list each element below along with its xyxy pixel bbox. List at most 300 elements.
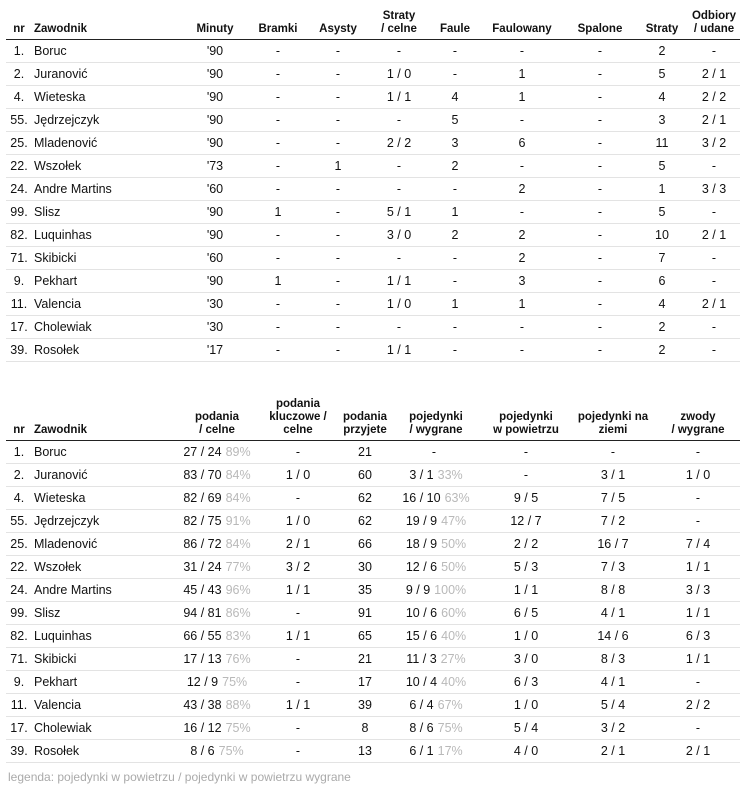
table-cell: 1 / 0 <box>368 293 430 316</box>
value: 15 / 6 <box>405 629 438 643</box>
table-cell <box>178 487 256 510</box>
table-cell: - <box>248 109 308 132</box>
value: 17 / 13 <box>183 652 222 666</box>
table-cell: '90 <box>182 132 248 155</box>
table-cell: - <box>368 109 430 132</box>
table-cell: - <box>430 316 480 339</box>
table-cell: - <box>248 63 308 86</box>
table-cell: '60 <box>182 178 248 201</box>
table-cell: - <box>564 155 636 178</box>
table-cell: - <box>482 441 570 464</box>
table-cell <box>178 510 256 533</box>
table-cell <box>178 579 256 602</box>
table-row <box>6 201 740 224</box>
value: 16 / 10 <box>402 491 441 505</box>
table-cell: - <box>656 671 740 694</box>
value: 8 / 6 <box>409 721 434 735</box>
player-name: Wszołek <box>32 155 182 178</box>
table-row <box>6 602 740 625</box>
table-row <box>6 487 740 510</box>
player-name: Rosołek <box>32 740 178 763</box>
value: 10 / 4 <box>405 675 438 689</box>
table-cell: 3 <box>480 270 564 293</box>
table-cell: 1. <box>6 441 32 464</box>
table-cell: 55. <box>6 109 32 132</box>
table-cell: - <box>564 224 636 247</box>
table-cell: 4 / 1 <box>570 602 656 625</box>
value: 6 / 1 <box>409 744 434 758</box>
table-row <box>6 717 740 740</box>
table-cell: 39 <box>340 694 390 717</box>
table-cell: 2 <box>430 155 480 178</box>
table-cell: 65 <box>340 625 390 648</box>
column-header: pojedynki na ziemi <box>570 397 656 441</box>
table-cell: 2 / 1 <box>688 63 740 86</box>
table-cell: - <box>564 132 636 155</box>
table-cell <box>390 671 482 694</box>
player-name: Mladenović <box>32 132 182 155</box>
table-cell: 71. <box>6 247 32 270</box>
table-cell <box>390 648 482 671</box>
table-cell: 6 / 3 <box>656 625 740 648</box>
table-cell: 25. <box>6 132 32 155</box>
table-cell: 5 / 4 <box>570 694 656 717</box>
table-row <box>6 155 740 178</box>
player-name: Juranović <box>32 464 178 487</box>
table-cell: - <box>480 109 564 132</box>
table-cell <box>178 740 256 763</box>
column-header: podania / celne <box>178 397 256 441</box>
table-row <box>6 178 740 201</box>
table-cell: 3 / 2 <box>688 132 740 155</box>
value: 94 / 81 <box>183 606 222 620</box>
table-cell: 7 / 5 <box>570 487 656 510</box>
table-cell: '60 <box>182 247 248 270</box>
table-cell: 2 <box>636 316 688 339</box>
table-cell: 2 <box>430 224 480 247</box>
table-cell: 9 / 5 <box>482 487 570 510</box>
table-cell: 3 / 3 <box>656 579 740 602</box>
player-name: Pekhart <box>32 270 182 293</box>
value: 3 / 1 <box>409 468 434 482</box>
table-cell: 2 <box>636 40 688 63</box>
table-cell: - <box>430 63 480 86</box>
table-cell: - <box>564 270 636 293</box>
column-header: Zawodnik <box>32 397 178 441</box>
table-cell: 12 / 7 <box>482 510 570 533</box>
table-cell: - <box>248 247 308 270</box>
percentage: 88% <box>225 698 251 712</box>
table-cell: 5 / 4 <box>482 717 570 740</box>
player-name: Luquinhas <box>32 224 182 247</box>
table-cell: - <box>368 40 430 63</box>
table-cell: 10 <box>636 224 688 247</box>
percentage: 40% <box>441 629 467 643</box>
table-cell: 2. <box>6 63 32 86</box>
table-cell <box>390 510 482 533</box>
table-row <box>6 648 740 671</box>
table-cell: 9. <box>6 270 32 293</box>
table-cell: 3 / 1 <box>570 464 656 487</box>
table-cell: 1 <box>480 86 564 109</box>
table-cell: 6 / 3 <box>482 671 570 694</box>
table-cell: 24. <box>6 579 32 602</box>
value: 27 / 24 <box>183 445 222 459</box>
column-header: Zawodnik <box>32 2 182 40</box>
table-cell: - <box>656 717 740 740</box>
table-cell: - <box>564 293 636 316</box>
player-name: Mladenović <box>32 533 178 556</box>
table-cell: 1 <box>308 155 368 178</box>
table-cell: 1 / 1 <box>656 556 740 579</box>
value: 45 / 43 <box>183 583 222 597</box>
table-cell: 3 / 2 <box>570 717 656 740</box>
value: 8 / 6 <box>190 744 215 758</box>
player-name: Cholewiak <box>32 316 182 339</box>
percentage: 67% <box>437 698 463 712</box>
table-cell: 2 / 1 <box>656 740 740 763</box>
table-cell: - <box>308 109 368 132</box>
table-cell: 2 <box>636 339 688 362</box>
player-name: Andre Martins <box>32 579 178 602</box>
table-cell: - <box>480 155 564 178</box>
percentage: 84% <box>225 537 251 551</box>
table-cell: - <box>308 293 368 316</box>
percentage: 89% <box>225 445 251 459</box>
table-cell: - <box>430 178 480 201</box>
value: 19 / 9 <box>405 514 438 528</box>
table-cell <box>178 556 256 579</box>
player-name: Slisz <box>32 201 182 224</box>
table-cell <box>390 487 482 510</box>
percentage: 83% <box>225 629 251 643</box>
table-row <box>6 533 740 556</box>
column-header: Spalone <box>564 2 636 40</box>
percentage: 40% <box>441 675 467 689</box>
percentage: 17% <box>437 744 463 758</box>
table-cell: 21 <box>340 648 390 671</box>
table-cell: 5 <box>636 63 688 86</box>
table-cell: - <box>430 339 480 362</box>
table-cell: - <box>430 270 480 293</box>
table-row <box>6 247 740 270</box>
table-cell: 4 / 1 <box>570 671 656 694</box>
table-cell: - <box>256 717 340 740</box>
table-row <box>6 671 740 694</box>
table-cell: 16 / 7 <box>570 533 656 556</box>
table-cell: 5 / 1 <box>368 201 430 224</box>
stats-table-general <box>6 2 740 362</box>
player-name: Boruc <box>32 40 182 63</box>
table-cell <box>178 671 256 694</box>
column-header: Minuty <box>182 2 248 40</box>
table-cell: - <box>564 201 636 224</box>
table-cell: 17 <box>340 671 390 694</box>
table-cell: - <box>308 201 368 224</box>
table-cell: - <box>480 40 564 63</box>
value: 31 / 24 <box>183 560 222 574</box>
table-cell: 5 <box>636 201 688 224</box>
percentage: 33% <box>437 468 463 482</box>
table-cell: 1 / 1 <box>368 86 430 109</box>
value: 18 / 9 <box>405 537 438 551</box>
table-cell: 13 <box>340 740 390 763</box>
table-cell: 4. <box>6 86 32 109</box>
table-cell: - <box>688 339 740 362</box>
table-cell: 2 / 1 <box>570 740 656 763</box>
table-cell: - <box>564 63 636 86</box>
table-cell: 3 / 0 <box>482 648 570 671</box>
percentage: 75% <box>225 721 251 735</box>
table-cell: 1. <box>6 40 32 63</box>
table-cell: '30 <box>182 316 248 339</box>
column-header: pojedynki / wygrane <box>390 397 482 441</box>
table-cell: 1 / 1 <box>656 648 740 671</box>
column-header: nr <box>6 397 32 441</box>
table-row <box>6 579 740 602</box>
column-header: pojedynki w powietrzu <box>482 397 570 441</box>
table-cell <box>178 694 256 717</box>
table-cell: 66 <box>340 533 390 556</box>
player-name: Valencia <box>32 293 182 316</box>
table-cell <box>178 602 256 625</box>
legend-note: legenda: pojedynki w powietrzu / pojedynki w powietrzu wygrane <box>8 770 351 784</box>
table-cell: 30 <box>340 556 390 579</box>
table-cell: - <box>256 740 340 763</box>
table-cell: 55. <box>6 510 32 533</box>
column-header: Faulowany <box>480 2 564 40</box>
table-cell: 60 <box>340 464 390 487</box>
table-cell: 1 <box>480 293 564 316</box>
table-cell: 6 / 5 <box>482 602 570 625</box>
table-cell: 2. <box>6 464 32 487</box>
table-cell: 1 / 0 <box>368 63 430 86</box>
table-cell: 11 <box>636 132 688 155</box>
table-row <box>6 270 740 293</box>
table-cell: 2 / 2 <box>656 694 740 717</box>
player-name: Pekhart <box>32 671 178 694</box>
table-row <box>6 132 740 155</box>
percentage: 75% <box>222 675 248 689</box>
table-cell: 1 / 0 <box>482 625 570 648</box>
table-cell: - <box>248 155 308 178</box>
table-cell: 5 <box>636 155 688 178</box>
table-cell: 1 / 1 <box>256 694 340 717</box>
table-cell <box>390 579 482 602</box>
table-cell: 35 <box>340 579 390 602</box>
percentage: 60% <box>441 606 467 620</box>
table-cell: 82. <box>6 224 32 247</box>
table-row <box>6 40 740 63</box>
table-cell: 2 / 1 <box>688 293 740 316</box>
value: 82 / 69 <box>183 491 222 505</box>
percentage: 50% <box>441 560 467 574</box>
table-cell: - <box>564 316 636 339</box>
table-row <box>6 740 740 763</box>
table-cell: 7 <box>636 247 688 270</box>
table-cell: '90 <box>182 201 248 224</box>
table-cell: 1 / 0 <box>256 510 340 533</box>
table-cell: 62 <box>340 487 390 510</box>
player-name: Wieteska <box>32 86 182 109</box>
table-cell: 11. <box>6 694 32 717</box>
player-name: Cholewiak <box>32 717 178 740</box>
table-cell: - <box>248 293 308 316</box>
table-cell: 3 / 3 <box>688 178 740 201</box>
table-cell: 3 / 2 <box>256 556 340 579</box>
table-cell: - <box>256 441 340 464</box>
table-cell: '90 <box>182 270 248 293</box>
player-name: Skibicki <box>32 247 182 270</box>
percentage: 47% <box>441 514 467 528</box>
table-cell <box>390 602 482 625</box>
table-cell: 4 / 0 <box>482 740 570 763</box>
table-cell: 2 / 2 <box>368 132 430 155</box>
table-cell: 99. <box>6 201 32 224</box>
table-row <box>6 63 740 86</box>
table-cell: - <box>656 487 740 510</box>
percentage: 27% <box>440 652 466 666</box>
table-cell: '73 <box>182 155 248 178</box>
table-cell: 2 / 1 <box>688 109 740 132</box>
value: - <box>431 445 437 459</box>
table-cell: 62 <box>340 510 390 533</box>
column-header: Straty <box>636 2 688 40</box>
table-cell: - <box>308 63 368 86</box>
table-cell: - <box>570 441 656 464</box>
table-row <box>6 625 740 648</box>
table-cell: 1 <box>636 178 688 201</box>
table-cell: 22. <box>6 556 32 579</box>
table-cell: 6 <box>480 132 564 155</box>
table-cell: 1 <box>248 201 308 224</box>
table-cell: - <box>368 316 430 339</box>
table-cell: 24. <box>6 178 32 201</box>
player-name: Skibicki <box>32 648 178 671</box>
table-cell: 4. <box>6 487 32 510</box>
table-cell: 1 / 1 <box>368 339 430 362</box>
table-cell <box>178 648 256 671</box>
table-cell: - <box>688 40 740 63</box>
table-cell: - <box>480 339 564 362</box>
table-cell: 99. <box>6 602 32 625</box>
table-cell: - <box>688 155 740 178</box>
table-cell: 1 / 1 <box>368 270 430 293</box>
table-cell <box>178 717 256 740</box>
percentage: 76% <box>225 652 251 666</box>
table-cell <box>390 694 482 717</box>
table-cell: 6 <box>636 270 688 293</box>
table-cell: - <box>430 40 480 63</box>
table-cell <box>390 441 482 464</box>
table-cell: - <box>256 671 340 694</box>
table-cell: - <box>482 464 570 487</box>
table-cell: - <box>248 224 308 247</box>
table-cell: 1 <box>430 293 480 316</box>
column-header: podania kluczowe / celne <box>256 397 340 441</box>
table-cell: 7 / 3 <box>570 556 656 579</box>
table-cell: '90 <box>182 109 248 132</box>
value: 11 / 3 <box>406 652 437 666</box>
table-cell: - <box>688 270 740 293</box>
table-cell: 22. <box>6 155 32 178</box>
table-cell: - <box>248 86 308 109</box>
table-cell: '90 <box>182 86 248 109</box>
table-cell <box>390 625 482 648</box>
table-row <box>6 441 740 464</box>
table-cell: 1 / 1 <box>482 579 570 602</box>
table-cell: 3 <box>430 132 480 155</box>
table-cell: 3 <box>636 109 688 132</box>
table-cell: '30 <box>182 293 248 316</box>
column-header: Straty / celne <box>368 2 430 40</box>
table-row <box>6 224 740 247</box>
table-cell: - <box>688 316 740 339</box>
column-header: Odbiory / udane <box>688 2 740 40</box>
table-row <box>6 109 740 132</box>
table-cell: - <box>564 86 636 109</box>
table-cell <box>390 717 482 740</box>
table-cell: 2 / 1 <box>688 224 740 247</box>
table-cell <box>178 625 256 648</box>
table-cell: - <box>248 316 308 339</box>
player-name: Andre Martins <box>32 178 182 201</box>
table-cell: 2 <box>480 247 564 270</box>
table-cell: - <box>564 109 636 132</box>
table-cell: - <box>248 132 308 155</box>
value: 9 / 9 <box>405 583 431 597</box>
table-cell: 21 <box>340 441 390 464</box>
table-cell: - <box>564 40 636 63</box>
table-cell: - <box>688 201 740 224</box>
table-cell: - <box>308 224 368 247</box>
table-row <box>6 293 740 316</box>
table-row <box>6 510 740 533</box>
table-cell: - <box>256 602 340 625</box>
stats-table-passing-duels <box>6 397 740 763</box>
player-name: Valencia <box>32 694 178 717</box>
table-cell: - <box>308 178 368 201</box>
percentage: 75% <box>437 721 463 735</box>
table-cell: 8 / 8 <box>570 579 656 602</box>
table-cell: 1 / 1 <box>256 625 340 648</box>
value: 82 / 75 <box>183 514 222 528</box>
table-cell: '90 <box>182 224 248 247</box>
table-cell: '17 <box>182 339 248 362</box>
table-cell: 17. <box>6 316 32 339</box>
table-cell: 2 <box>480 224 564 247</box>
table-cell: - <box>368 247 430 270</box>
table-cell: 2 / 2 <box>688 86 740 109</box>
table-cell: - <box>308 132 368 155</box>
table-cell: - <box>256 487 340 510</box>
table-cell: 8 / 3 <box>570 648 656 671</box>
table-cell: 25. <box>6 533 32 556</box>
table-cell: - <box>248 339 308 362</box>
table-cell: 11. <box>6 293 32 316</box>
table-cell: - <box>248 40 308 63</box>
table-cell: 9. <box>6 671 32 694</box>
table-cell: 7 / 2 <box>570 510 656 533</box>
table-cell: - <box>256 648 340 671</box>
player-name: Boruc <box>32 441 178 464</box>
column-header: Asysty <box>308 2 368 40</box>
table-cell: 5 / 3 <box>482 556 570 579</box>
player-name: Luquinhas <box>32 625 178 648</box>
percentage: 50% <box>441 537 467 551</box>
table-cell <box>390 464 482 487</box>
table-cell: - <box>688 247 740 270</box>
